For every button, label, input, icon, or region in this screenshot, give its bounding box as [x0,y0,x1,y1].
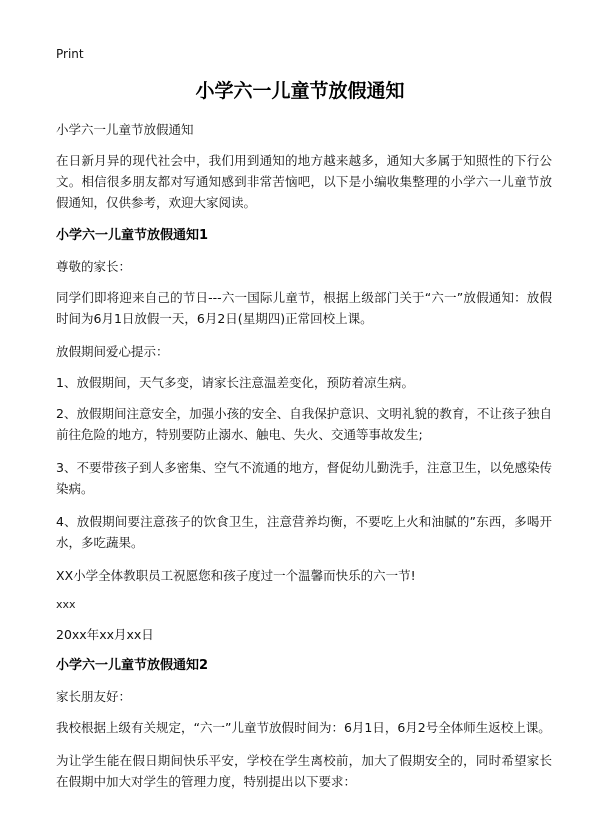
section2-body-2: 为让学生能在假日期间快乐平安，学校在学生离校前，加大了假期安全的，同时希望家长在假期中加大对学生的管理力度，特别提出以下要求： [56,753,552,789]
section1-item-3: 3、不要带孩子到人多密集、空气不流通的地方，督促幼儿勤洗手，注意卫生，以免感染传染病。 [56,460,552,496]
section1-heading: 小学六一儿童节放假通知1 [56,228,209,243]
intro-paragraph: 在日新月异的现代社会中，我们用到通知的地方越来越多，通知大多属于知照性的下行公文。相信很多朋友都对写通知感到非常苦恼吧，以下是小编收集整理的小学六一儿童节放假通知，仅供参考，欢迎大家阅读。 [56,153,552,210]
document-body [56,119,552,802]
print-link[interactable]: Print [56,47,84,61]
section1-date: 20xx年xx月xx日 [56,627,154,642]
section2-greeting: 家长朋友好： [56,689,132,704]
section1-closing: XX小学全体教职员工祝愿您和孩子度过一个温馨而快乐的六一节! [56,568,416,583]
section1-item-4: 4、放假期间要注意孩子的饮食卫生，注意营养均衡，不要吃上火和油腻的”东西，多喝开水，多吃蔬果。 [56,514,552,550]
section1-greeting: 尊敬的家长： [56,259,132,274]
section2-body: 我校根据上级有关规定，“六一”儿童节放假时间为：6月1日，6月2号全体师生返校上课。 [56,720,551,735]
section1-item-1: 1、放假期间，天气多变，请家长注意温差变化，预防着凉生病。 [56,375,414,390]
document-title: 小学六一儿童节放假通知 [195,80,405,102]
section1-item-2: 2、放假期间注意安全，加强小孩的安全、自我保护意识、文明礼貌的教育，不让孩子独自前往危险的地方，特别要防止溺水、触电、失火、交通等事故发生; [56,406,552,442]
intro-subtitle: 小学六一儿童节放假通知 [56,122,194,137]
section1-tips-heading: 放假期间爱心提示： [56,344,169,359]
section1-signature: xxx [56,598,76,611]
section2-heading: 小学六一儿童节放假通知2 [56,658,209,673]
section1-body: 同学们即将迎来自己的节日---六一国际儿童节，根据上级部门关于“六一”放假通知：放假时间为6月1日放假一天，6月2日(星期四)正常回校上课。 [56,290,552,326]
